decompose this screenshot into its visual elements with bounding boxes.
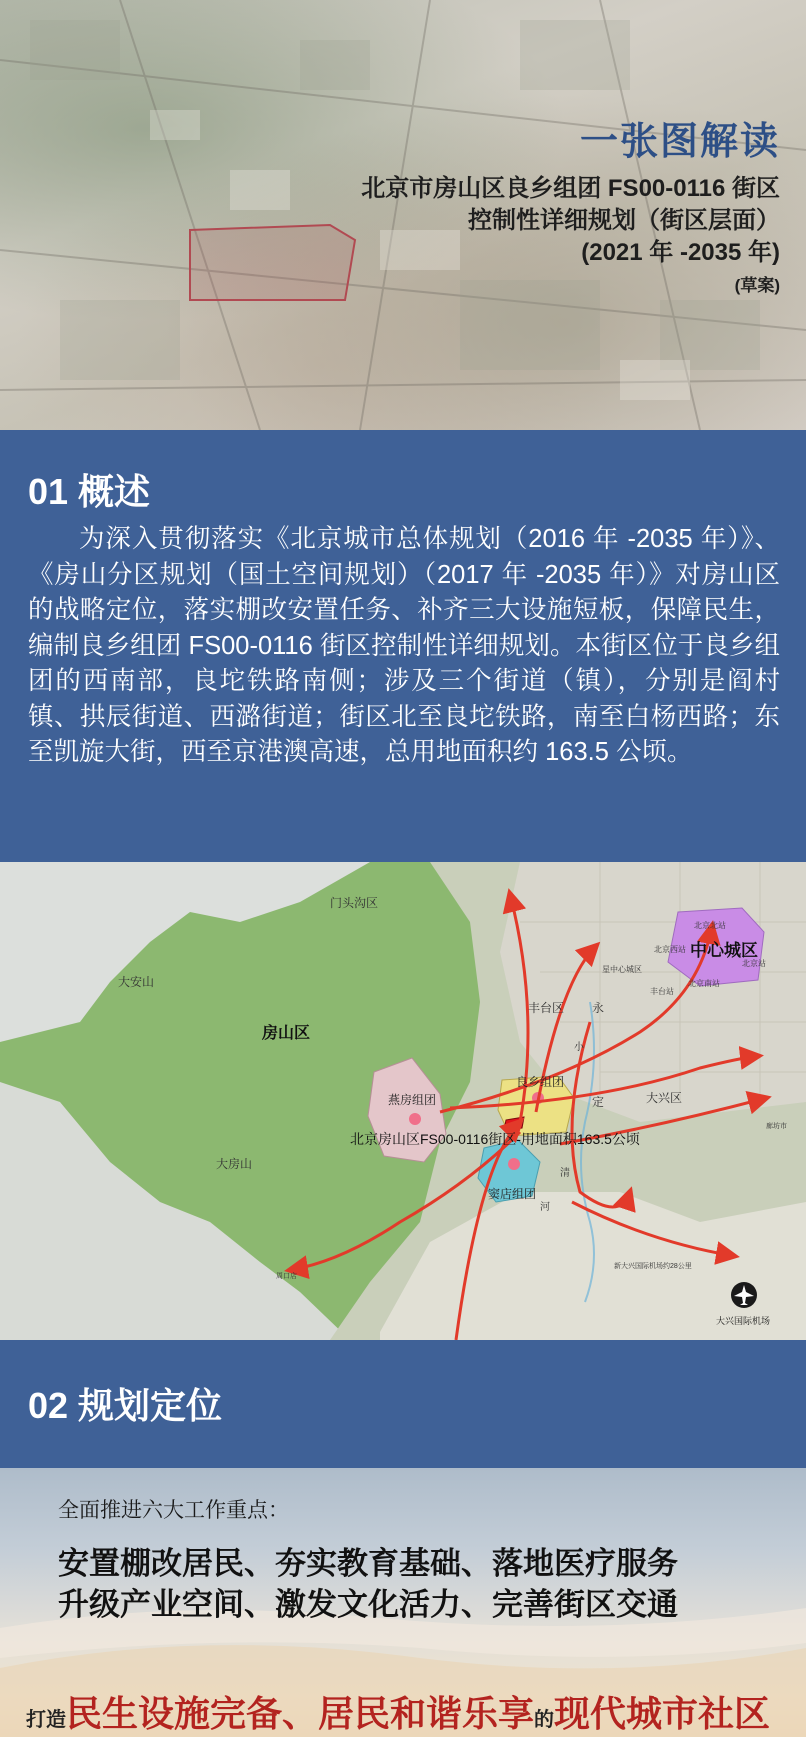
slogan-highlight-2: 现代城市社区 [554, 1693, 771, 1734]
section-heading-positioning: 02 规划定位 [28, 1385, 223, 1426]
label-dafangshan: 大房山 [216, 1157, 253, 1171]
label-xingzhong: 星中心城区 [602, 965, 642, 974]
section-heading-overview: 01 概述 [28, 471, 151, 512]
priorities-line-1: 安置棚改居民、夯实教育基础、落地医疗服务 [58, 1546, 678, 1581]
label-fangshan: 房山区 [262, 1025, 311, 1042]
label-liangxiang: 良乡组团 [516, 1075, 565, 1089]
label-new-airport: 新大兴国际机场约28公里 [614, 1263, 692, 1270]
location-map [0, 862, 806, 1340]
label-fengtai-station: 丰台站 [650, 987, 674, 996]
yanfang-dot [409, 1113, 421, 1125]
hero-draft: (草案) [734, 276, 780, 295]
label-beijing-north: 北京北站 [694, 921, 726, 930]
label-yanfang: 燕房组团 [388, 1093, 437, 1107]
slogan [26, 1686, 770, 1737]
label-yong: 永 [592, 1001, 605, 1015]
label-daxing: 大兴区 [646, 1091, 683, 1105]
map-canvas [0, 862, 806, 1340]
label-zhoukou: 周口店 [276, 1273, 297, 1280]
slogan-highlight-1: 民生设施完备、居民和谐乐享 [66, 1693, 535, 1734]
label-airport: 大兴国际机场 [716, 1316, 771, 1326]
label-daan: 大安山 [118, 975, 155, 989]
label-fengtai: 丰台区 [528, 1001, 565, 1015]
priorities-line-2: 升级产业空间、激发文化活力、完善街区交通 [58, 1587, 678, 1622]
airplane-icon [731, 1282, 757, 1308]
label-xiao: 小 [574, 1042, 584, 1053]
label-he: 河 [540, 1202, 550, 1213]
slogan-part-2: 的 [534, 1709, 555, 1731]
priorities-intro: 全面推进六大工作重点： [58, 1499, 289, 1522]
label-project-block: 北京房山区FS00-0116街区-用地面积163.5公顷 [350, 1131, 640, 1147]
slogan-part-1: 打造 [26, 1709, 66, 1731]
hero-title: 一张图解读 [579, 121, 780, 163]
label-qing: 清 [560, 1168, 570, 1179]
positioning-panel [0, 1468, 806, 1737]
label-ding: 定 [592, 1095, 605, 1109]
label-langfang: 廊坊市 [766, 1123, 787, 1130]
block-outline [190, 225, 355, 300]
doudian-dot [508, 1158, 520, 1170]
mountain-terrain [0, 1082, 350, 1340]
section-overview [0, 430, 806, 862]
hero-subtitle-3: (2021 年 -2035 年) [581, 239, 780, 266]
label-beijing-south: 北京南站 [688, 979, 720, 988]
label-beijing-station: 北京站 [742, 959, 766, 968]
label-beijing-west: 北京西站 [654, 945, 686, 954]
label-mentougou: 门头沟区 [330, 896, 379, 910]
hero-subtitle-2: 控制性详细规划（街区层面） [468, 207, 780, 234]
hero-text [361, 110, 780, 296]
section-positioning [0, 1340, 806, 1468]
mountain-terrain [0, 862, 370, 1042]
hero-subtitle-1: 北京市房山区良乡组团 FS00-0116 街区 [361, 175, 780, 202]
label-center-district: 中心城区 [690, 941, 758, 960]
label-doudian: 窦店组团 [488, 1187, 537, 1201]
overview-body: 为深入贯彻落实《北京城市总体规划（2016 年 -2035 年）》、《房山分区规划（国土空间规划）（2017 年 -2035 年）》对房山区的战略定位，落实棚改安置任务、补齐三大设施短板，保障民生，编制良乡组团 FS00-0116 街区控制性详细规划。本街区位于良乡组团的西南部，良坨铁路南侧；涉及三个街道（镇），分别是阎村镇、拱辰街道、西潞街道；街区北至良坨铁路，南至白杨西路；东至凯旋大街，西至京港澳高速，总用地面积约 163.5 公顷。 [28, 525, 780, 766]
hero-banner [0, 0, 806, 430]
